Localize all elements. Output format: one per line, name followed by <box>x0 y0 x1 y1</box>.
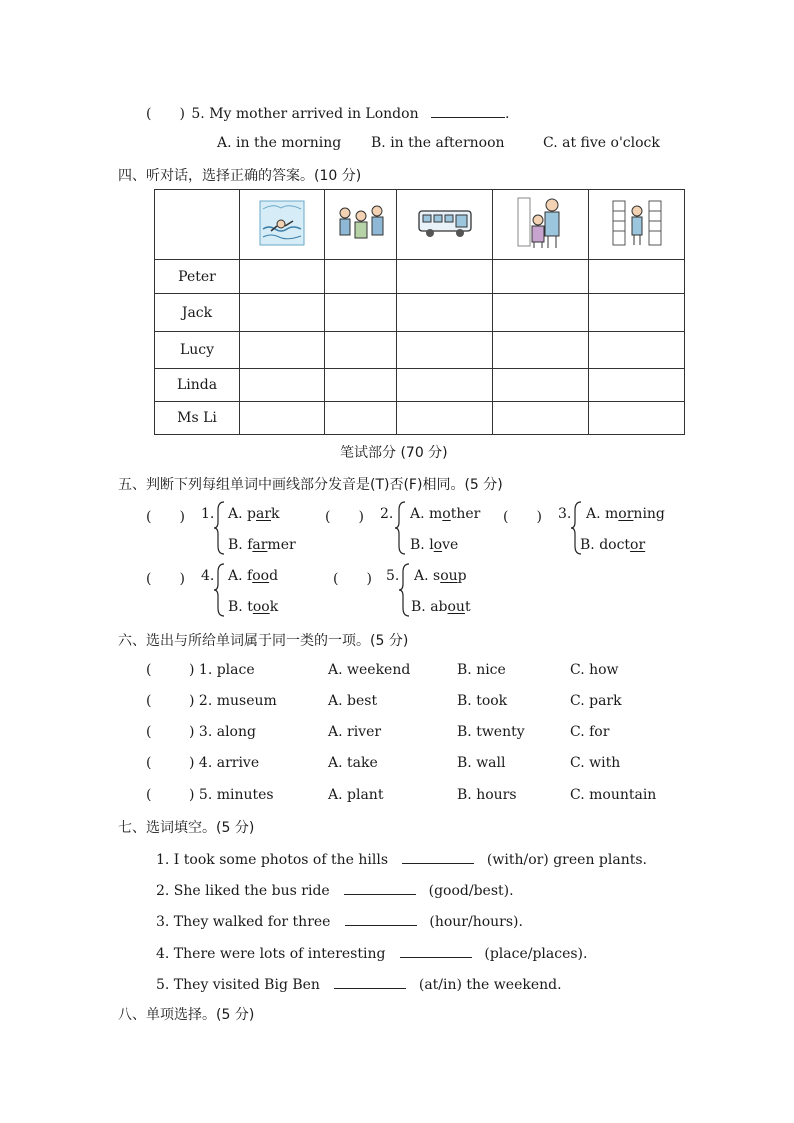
answer-cell[interactable] <box>493 260 589 294</box>
word-a: A. soup <box>414 568 467 584</box>
answer-cell[interactable] <box>397 332 493 369</box>
answer-blank[interactable] <box>402 849 474 864</box>
question-word: ) 2. museum <box>189 693 277 709</box>
answer-cell[interactable] <box>493 332 589 369</box>
option-a: A. best <box>328 693 378 709</box>
name-cell: Peter <box>155 260 240 294</box>
name-cell: Ms Li <box>155 402 240 435</box>
question-word: ) 3. along <box>189 724 256 740</box>
section-6-title: 六、选出与所给单词属于同一类的一项。(5 分) <box>118 633 409 649</box>
answer-cell[interactable] <box>240 332 325 369</box>
answer-paren[interactable]: ( <box>146 693 152 709</box>
question-number: 5. <box>191 106 205 122</box>
answer-cell[interactable] <box>397 369 493 402</box>
answer-paren[interactable]: ( ) <box>146 106 185 122</box>
answer-cell[interactable] <box>240 260 325 294</box>
answer-cell[interactable] <box>240 294 325 332</box>
option-a: A. weekend <box>328 662 411 678</box>
answer-cell[interactable] <box>325 402 397 435</box>
answer-cell[interactable] <box>589 294 685 332</box>
word-a: A. morning <box>586 506 665 522</box>
picture-cell <box>493 190 589 260</box>
brace-icon <box>214 500 226 556</box>
option-c: C. mountain <box>570 787 657 803</box>
option-c: C. park <box>570 693 622 709</box>
answer-cell[interactable] <box>325 294 397 332</box>
brace-icon <box>214 562 226 618</box>
answer-paren[interactable]: ( <box>146 755 152 771</box>
question-word: ) 5. minutes <box>189 787 274 803</box>
answer-paren[interactable]: ( ) <box>503 509 542 525</box>
question-number: 1. <box>201 506 215 522</box>
corner-cell <box>155 190 240 260</box>
bus-picture <box>417 207 473 239</box>
q5-line: ( ) 5. My mother arrived in London . <box>146 103 510 123</box>
option-c: C. with <box>570 755 621 771</box>
question-number: 2. <box>380 506 394 522</box>
answer-paren[interactable]: ( ) <box>325 509 364 525</box>
section-8-title: 八、单项选择。(5 分) <box>118 1007 255 1023</box>
brace-icon <box>399 562 411 618</box>
answer-cell[interactable] <box>493 369 589 402</box>
question-word: ) 4. arrive <box>189 755 260 771</box>
picture-cell <box>397 190 493 260</box>
q5-option-a: A. in the morning <box>217 135 342 151</box>
word-b: B. farmer <box>228 537 296 553</box>
brace-icon <box>395 500 407 556</box>
question-number: 5. <box>386 568 400 584</box>
listening-table <box>154 189 685 435</box>
swimming-picture <box>259 199 305 247</box>
answer-cell[interactable] <box>589 260 685 294</box>
name-cell: Linda <box>155 369 240 402</box>
answer-blank[interactable] <box>400 943 472 958</box>
answer-cell[interactable] <box>493 402 589 435</box>
answer-blank[interactable] <box>431 103 505 118</box>
answer-blank[interactable] <box>344 880 416 895</box>
q5-option-b: B. in the afternoon <box>371 135 505 151</box>
picture-cell <box>325 190 397 260</box>
option-b: B. nice <box>457 662 506 678</box>
answer-cell[interactable] <box>325 369 397 402</box>
word-b: B. doctor <box>580 537 646 553</box>
option-b: B. twenty <box>457 724 525 740</box>
word-b: B. love <box>410 537 459 553</box>
picture-cell <box>240 190 325 260</box>
answer-cell[interactable] <box>397 294 493 332</box>
option-c: C. for <box>570 724 610 740</box>
name-cell: Jack <box>155 294 240 332</box>
answer-paren[interactable]: ( ) <box>333 571 372 587</box>
fill-item: 5. They visited Big Ben (at/in) the weekend. <box>156 974 562 993</box>
option-c: C. how <box>570 662 619 678</box>
answer-blank[interactable] <box>334 974 406 989</box>
answer-cell[interactable] <box>325 332 397 369</box>
section-5-title: 五、判断下列每组单词中画线部分发音是(T)否(F)相同。(5 分) <box>118 477 503 493</box>
word-a: A. mother <box>410 506 481 522</box>
answer-cell[interactable] <box>397 260 493 294</box>
answer-paren[interactable]: ( ) <box>146 509 185 525</box>
fill-item: 1. I took some photos of the hills (with/or) green plants. <box>156 849 647 868</box>
answer-cell[interactable] <box>325 260 397 294</box>
fill-item: 2. She liked the bus ride (good/best). <box>156 880 514 899</box>
answer-cell[interactable] <box>589 402 685 435</box>
option-b: B. took <box>457 693 508 709</box>
option-a: A. river <box>328 724 382 740</box>
fill-item: 3. They walked for three (hour/hours). <box>156 911 523 930</box>
answer-cell[interactable] <box>589 369 685 402</box>
answer-paren[interactable]: ( <box>146 787 152 803</box>
family-picture <box>516 196 566 250</box>
answer-paren[interactable]: ( ) <box>146 571 185 587</box>
option-b: B. hours <box>457 787 517 803</box>
section-7-title: 七、选词填空。(5 分) <box>118 820 255 836</box>
option-b: B. wall <box>457 755 506 771</box>
word-b: B. took <box>228 599 279 615</box>
word-b: B. about <box>411 599 471 615</box>
fill-item: 4. There were lots of interesting (place/places). <box>156 943 587 962</box>
question-number: 4. <box>201 568 215 584</box>
name-cell: Lucy <box>155 332 240 369</box>
option-a: A. plant <box>328 787 384 803</box>
answer-cell[interactable] <box>240 369 325 402</box>
answer-cell[interactable] <box>240 402 325 435</box>
answer-cell[interactable] <box>493 294 589 332</box>
word-a: A. park <box>228 506 280 522</box>
question-word: ) 1. place <box>189 662 255 678</box>
section-4-title: 四、听对话，选择正确的答案。(10 分) <box>118 168 362 184</box>
answer-blank[interactable] <box>345 911 417 926</box>
word-a: A. food <box>228 568 279 584</box>
option-a: A. take <box>328 755 378 771</box>
friends-picture <box>335 203 387 243</box>
picture-cell <box>589 190 685 260</box>
q5-option-c: C. at five o'clock <box>543 135 660 151</box>
answer-cell[interactable] <box>397 402 493 435</box>
answer-paren[interactable]: ( <box>146 662 152 678</box>
answer-cell[interactable] <box>589 332 685 369</box>
question-number: 3. <box>558 506 572 522</box>
library-picture <box>611 197 663 249</box>
answer-paren[interactable]: ( <box>146 724 152 740</box>
written-part-title: 笔试部分 (70 分) <box>340 445 448 461</box>
question-text: My mother arrived in London <box>209 106 419 122</box>
